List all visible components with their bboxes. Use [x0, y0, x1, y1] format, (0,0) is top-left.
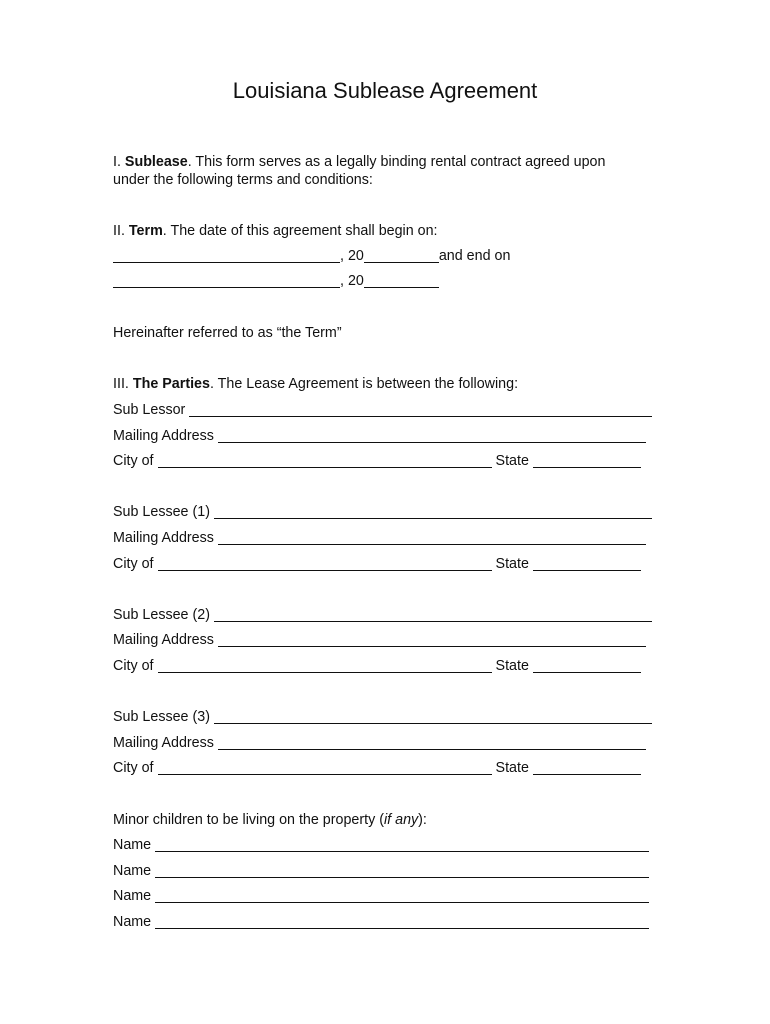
end-date-field[interactable] [113, 273, 340, 288]
mailing-address-row [113, 529, 646, 547]
start-year-field[interactable] [364, 248, 439, 263]
section-text: . The Lease Agreement is between the following: [209, 376, 519, 392]
city-field[interactable] [158, 453, 492, 468]
city-of-label: City of [113, 556, 154, 572]
minor-name-row [113, 913, 649, 931]
state-field[interactable] [533, 453, 641, 468]
sub-lessor-row [113, 401, 652, 419]
mailing-address-row [113, 631, 646, 649]
sub-lessee-2-row [113, 606, 652, 624]
minor-name-field[interactable] [155, 914, 649, 929]
section-number: III. [113, 376, 133, 392]
minor-children-heading [113, 811, 427, 829]
sub-lessor-label: Sub Lessor [113, 402, 186, 418]
city-field[interactable] [158, 760, 492, 775]
hereinafter-text: Hereinafter referred to as “the Term” [113, 325, 342, 341]
minor-children-text: Minor children to be living on the property ( [113, 812, 384, 828]
minor-name-row [113, 862, 649, 880]
section-heading: The Parties [132, 376, 210, 392]
section-text: . This form serves as a legally binding rental contract agreed upon [187, 154, 606, 170]
end-on-label: and end on [438, 248, 511, 264]
start-date-field[interactable] [113, 248, 340, 263]
mailing-address-field[interactable] [218, 735, 646, 750]
city-state-row [113, 452, 641, 470]
mailing-address-row [113, 734, 646, 752]
section-heading: Term [128, 223, 163, 239]
city-field[interactable] [158, 556, 492, 571]
term-start-row [113, 247, 510, 265]
minor-name-row [113, 887, 649, 905]
section-term [113, 222, 438, 240]
sub-lessee-1-label: Sub Lessee (1) [113, 504, 210, 520]
name-label: Name [113, 888, 152, 904]
sub-lessee-3-row [113, 708, 652, 726]
mailing-address-field[interactable] [218, 428, 646, 443]
sub-lessee-3-field[interactable] [214, 709, 652, 724]
sub-lessee-2-label: Sub Lessee (2) [113, 607, 210, 623]
city-of-label: City of [113, 760, 154, 776]
section-parties [113, 375, 518, 393]
mailing-address-row [113, 427, 646, 445]
minor-children-italic: if any [384, 812, 419, 828]
comma-year-label: , 20 [340, 273, 364, 289]
sub-lessor-field[interactable] [189, 402, 652, 417]
sub-lessee-1-field[interactable] [214, 504, 652, 519]
section-sublease [113, 153, 605, 171]
document-title: Louisiana Sublease Agreement [232, 78, 538, 103]
city-of-label: City of [113, 453, 154, 469]
section-number: I. [113, 154, 125, 170]
mailing-address-label: Mailing Address [113, 428, 214, 444]
mailing-address-label: Mailing Address [113, 735, 214, 751]
state-label: State [495, 658, 529, 674]
minor-name-field[interactable] [155, 863, 649, 878]
term-end-row [113, 272, 439, 290]
section-sublease-cont: under the following terms and conditions: [113, 172, 373, 188]
mailing-address-label: Mailing Address [113, 632, 214, 648]
state-label: State [495, 760, 529, 776]
section-text: . The date of this agreement shall begin on: [162, 223, 438, 239]
end-year-field[interactable] [364, 273, 439, 288]
mailing-address-label: Mailing Address [113, 530, 214, 546]
comma-year-label: , 20 [340, 248, 364, 264]
sub-lessee-3-label: Sub Lessee (3) [113, 709, 210, 725]
minor-name-row [113, 836, 649, 854]
city-of-label: City of [113, 658, 154, 674]
name-label: Name [113, 837, 152, 853]
state-field[interactable] [533, 760, 641, 775]
mailing-address-field[interactable] [218, 530, 646, 545]
sub-lessee-1-row [113, 503, 652, 521]
state-label: State [495, 453, 529, 469]
state-field[interactable] [533, 556, 641, 571]
city-state-row [113, 657, 641, 675]
section-heading: Sublease [124, 154, 188, 170]
sub-lessee-2-field[interactable] [214, 607, 652, 622]
mailing-address-field[interactable] [218, 632, 646, 647]
name-label: Name [113, 914, 152, 930]
city-field[interactable] [158, 658, 492, 673]
minor-name-field[interactable] [155, 837, 649, 852]
section-number: II. [113, 223, 129, 239]
minor-children-close: ): [418, 812, 427, 828]
city-state-row [113, 555, 641, 573]
minor-name-field[interactable] [155, 888, 649, 903]
state-field[interactable] [533, 658, 641, 673]
state-label: State [495, 556, 529, 572]
city-state-row [113, 759, 641, 777]
name-label: Name [113, 863, 152, 879]
